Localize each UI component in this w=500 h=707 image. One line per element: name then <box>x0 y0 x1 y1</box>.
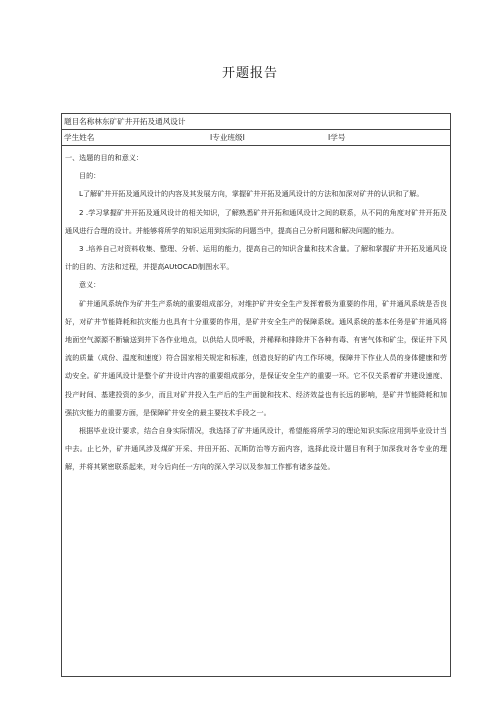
significance-paragraph-2: 根据毕业设计要求，结合自身实际情况，我选择了矿井通风设计，希望能将所学习的理论知识实际应用到毕业设计当中去。止匕外，矿井通风涉及煤矿开采、井田开拓、瓦斯防治等方面内容，选择此设计题目有利于加深我对各专业的理解，并将其紧密联系起来，对今后向任一方向的深入学习以及参加工作都有诸多益处。 <box>65 426 447 472</box>
student-name-label: 学生姓名 <box>64 133 95 142</box>
purpose-item-2: 2 .学习掌握矿井开拓及通风设计的相关知识，了解熟悉矿井开拓和通风设计之间的联系，从不同的角度对矿井开拓及通风进行合理的设计。并能够将所学的知识运用到实际的问题当中，提高自己分析问题和解决问题的能力。 <box>65 207 447 235</box>
topic-row: 题目名称林东矿矿井开拓及通风设计 <box>62 114 450 130</box>
section-heading: 一、选题的目的和意义： <box>65 153 144 162</box>
student-info-row <box>62 130 450 146</box>
purpose-item-3: 3 .培养自己对资料收集、整理、分析、运用的能力，提高自己的知识含量和技术含量。了解和掌握矿井开拓及通风设计的目的、方法和过程，并提高AUtOCAD制图水平。 <box>65 244 447 272</box>
purpose-label: 目的： <box>79 171 101 181</box>
purpose-item-1: L了解矿井开拓及通风设计的内容及其发展方向，掌握矿井开拓及通风设计的方法和加深对矿井的认识和了解。 <box>79 189 424 199</box>
major-class-label: I专业班级I <box>210 133 245 142</box>
page-title: 开题报告 <box>221 66 278 81</box>
proposal-body <box>62 147 450 477</box>
significance-paragraph-1: 矿井通风系统作为矿井生产系统的重要组成部分，对维护矿井安全生产发挥着极为重要的作用，矿井通风系统是否良好，对矿井节能降耗和抗灾能力也具有十分重要的作用，是矿井安全生产的保障系统。通风系统的基本任务是矿井通风将地面空气源源不断输送到井下各作业地点，以供给人员呼吸，并稀释和排除井下各种有毒、有害气体和矿尘，保证井下风流的质量（成份、温度和速度）符合国家相关规定和标准，创造良好的矿内工作环境，保障井下作业人员的身体健康和劳动安全。矿井通风设计是整个矿井设计内容的重要组成部分，是保证安全生产的重要一环。它不仅关系着矿井建设速度、投产时间、基建投资的多少，而且对矿井投入生产后的生产面貌和技术、经济效益也有长远的影响，是矿井节能降耗和加强抗灾能力的重要方面，是保障矿井安全的最主要技术手段之一。 <box>65 298 447 417</box>
significance-label: 意义： <box>79 280 101 290</box>
student-id-label: I学号 <box>328 133 346 142</box>
proposal-form <box>61 113 451 677</box>
